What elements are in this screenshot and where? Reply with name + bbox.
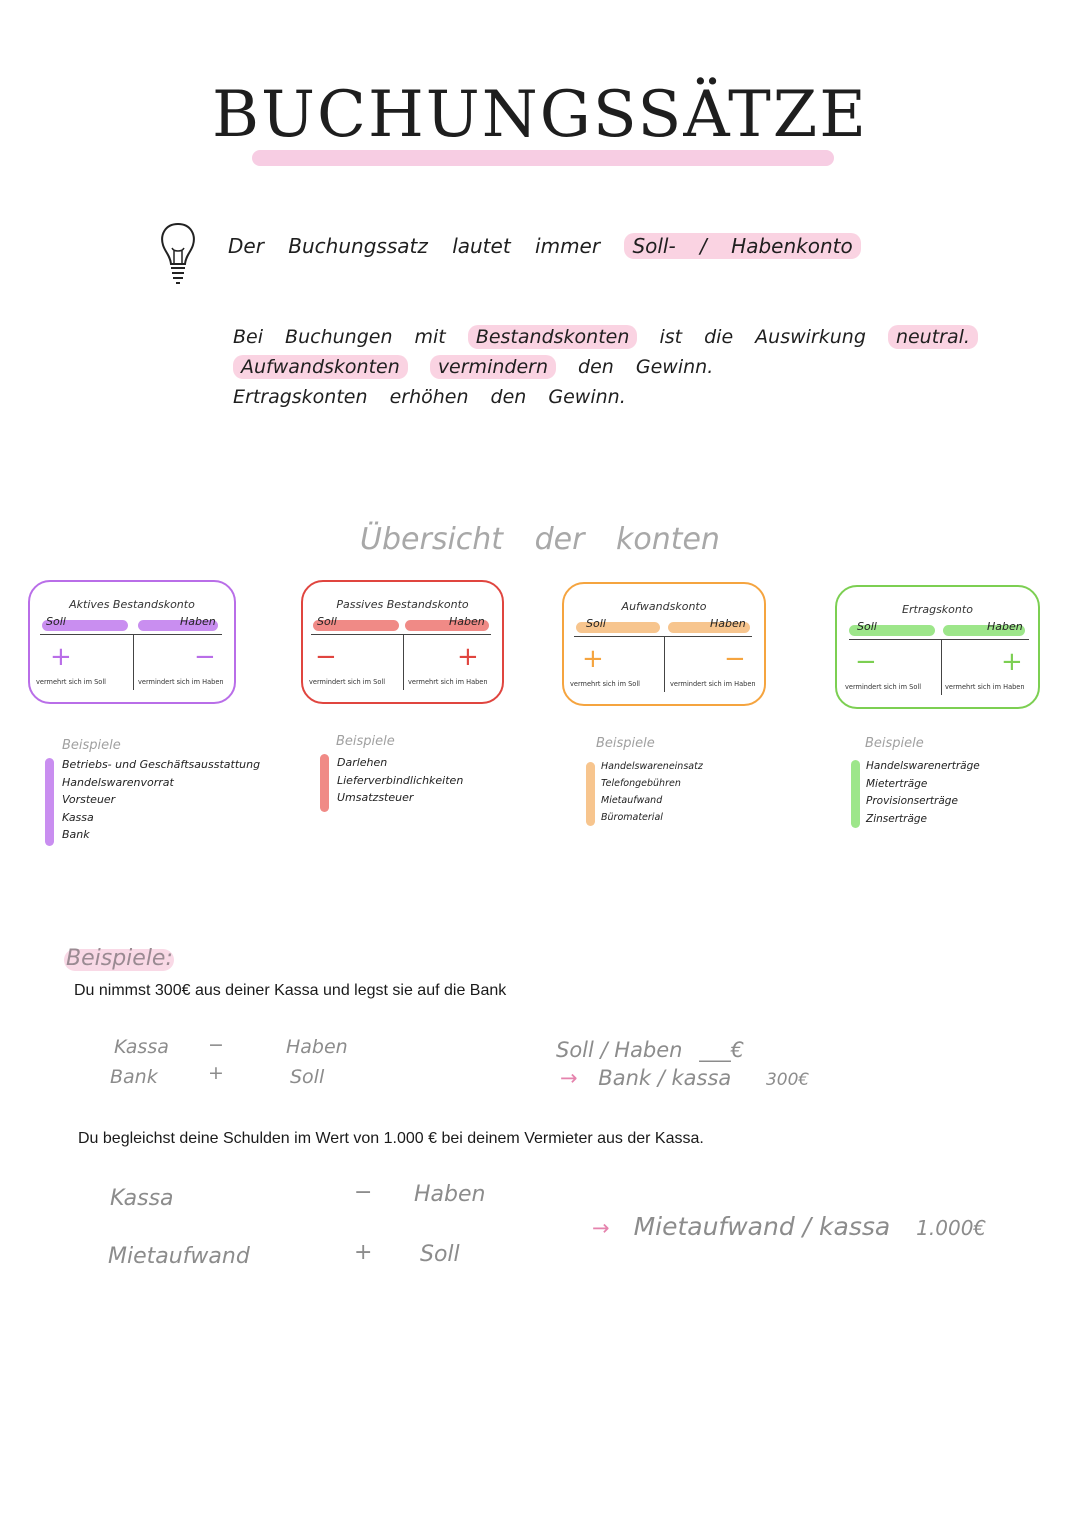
t1-header-text: Soll / Haben (556, 1038, 683, 1062)
t-account-hline (574, 636, 752, 637)
rule-line-1 (233, 326, 978, 348)
haben-label: Haben (987, 620, 1023, 633)
t2-konto-1: Kassa (110, 1186, 174, 1211)
list-item: Bank (62, 828, 90, 841)
t2-konto-2: Mietaufwand (108, 1244, 250, 1269)
rule-highlight-neutral: neutral. (888, 325, 978, 349)
examples-list-aufwand (601, 758, 703, 826)
list-item: Mietaufwand (601, 795, 663, 806)
list-item: Vorsteuer (62, 793, 116, 806)
rule-highlight-bestandskonten: Bestandskonten (468, 325, 638, 349)
t1-entry-line (560, 1066, 809, 1090)
t2-side-1: Haben (414, 1182, 486, 1207)
intro-prefix: Der Buchungssatz lautet immer (228, 234, 601, 258)
right-sign: + (1001, 647, 1023, 677)
list-item: Lieferverbindlichkeiten (337, 773, 464, 787)
rule-text: ist die Auswirkung (659, 326, 866, 348)
right-subtext: vermindert sich im Haben (670, 680, 756, 688)
right-subtext: vermindert sich im Haben (138, 678, 224, 686)
rule-text: den Gewinn. (578, 356, 714, 378)
t1-sign-2: + (208, 1062, 224, 1084)
examples-heading: Beispiele (62, 738, 121, 753)
list-item: Zinserträge (866, 812, 928, 825)
list-item: Büromaterial (601, 812, 663, 823)
list-item: Mieterträge (866, 777, 928, 790)
haben-label: Haben (710, 617, 746, 630)
left-subtext: vermindert sich im Soll (845, 683, 922, 691)
t-account-vline (941, 639, 942, 695)
haben-label: Haben (449, 615, 485, 628)
t1-entry: Bank / kassa (598, 1066, 732, 1090)
soll-label: Soll (857, 620, 877, 633)
list-item: Handelswareneinsatz (601, 761, 703, 772)
rule-line-3 (233, 386, 626, 408)
arrow-icon: → (560, 1066, 578, 1090)
rule-text: Ertragskonten erhöhen den Gewinn. (233, 386, 626, 408)
account-card-aktives-bestandskonto (28, 580, 236, 704)
list-item: Telefongebühren (601, 778, 681, 789)
overview-heading: Übersicht der konten (360, 522, 720, 557)
t1-konto-2: Bank (110, 1066, 158, 1088)
t1-konto-1: Kassa (114, 1036, 169, 1058)
left-subtext: vermindert sich im Soll (309, 678, 386, 686)
right-sign: + (457, 642, 479, 672)
examples-list-passiv (337, 754, 463, 807)
list-item: Umsatzsteuer (337, 791, 414, 804)
account-card-ertragskonto (835, 585, 1040, 709)
rule-line-2 (233, 356, 713, 378)
arrow-icon: → (592, 1216, 610, 1240)
soll-label: Soll (586, 617, 606, 630)
t-account-hline (849, 639, 1029, 640)
t1-header-amount: ___€ (699, 1038, 745, 1062)
examples-color-bar (320, 754, 329, 812)
examples-color-bar (851, 760, 860, 828)
t2-entry-line (592, 1212, 986, 1241)
examples-heading: Beispiele (596, 736, 655, 751)
examples-color-bar (586, 762, 595, 826)
intro-highlight: Soll- / Habenkonto (624, 233, 860, 259)
card-title: Aktives Bestandskonto (69, 598, 195, 611)
rule-highlight-vermindern: vermindern (430, 355, 556, 379)
right-subtext: vermehrt sich im Haben (945, 683, 1025, 691)
t2-amount: 1.000€ (916, 1216, 987, 1240)
t-account-vline (664, 636, 665, 692)
t2-side-2: Soll (420, 1242, 460, 1267)
left-sign: − (855, 647, 877, 677)
t1-header (556, 1038, 744, 1062)
t-account-vline (133, 634, 134, 690)
card-title: Aufwandskonto (621, 600, 707, 613)
rule-highlight-aufwandskonten: Aufwandskonten (233, 355, 408, 379)
list-item: Darlehen (337, 756, 388, 769)
list-item: Handelswarenerträge (866, 760, 980, 772)
title-underline (252, 150, 834, 166)
rule-text: Bei Buchungen mit (233, 326, 446, 348)
list-item: Betriebs- und Geschäftsausstattung (62, 758, 261, 771)
soll-label: Soll (46, 615, 66, 628)
examples-color-bar (45, 758, 54, 846)
list-item: Handelswarenvorrat (62, 775, 174, 789)
examples-list-aktiv (62, 756, 260, 844)
left-subtext: vermehrt sich im Soll (36, 678, 107, 686)
t2-sign-1: − (354, 1180, 373, 1205)
task-2: Du begleichst deine Schulden im Wert von 1.000 € bei deinem Vermieter aus der Kassa. (78, 1130, 704, 1147)
right-sign: − (194, 642, 216, 672)
haben-label: Haben (180, 615, 216, 628)
t-account-vline (403, 634, 404, 690)
t-account-hline (40, 634, 222, 635)
examples-heading: Beispiele (336, 734, 395, 749)
t1-amount: 300€ (765, 1070, 810, 1090)
account-card-aufwandskonto (562, 582, 766, 706)
soll-label: Soll (317, 615, 337, 628)
t1-side-2: Soll (290, 1066, 325, 1088)
t2-entry: Mietaufwand / kassa (633, 1212, 891, 1241)
left-subtext: vermehrt sich im Soll (570, 680, 641, 688)
page-title: BUCHUNGSSÄTZE (212, 78, 868, 152)
examples-heading: Beispiele (865, 736, 924, 751)
list-item: Kassa (62, 810, 94, 824)
examples-list-ertrag (866, 758, 980, 828)
lightbulb-icon (156, 220, 200, 286)
t1-sign-1: − (208, 1034, 224, 1056)
right-sign: − (724, 644, 746, 674)
examples-section-heading: Beispiele: (66, 946, 173, 971)
card-title: Ertragskonto (902, 603, 973, 616)
right-subtext: vermehrt sich im Haben (408, 678, 488, 686)
task-1: Du nimmst 300€ aus deiner Kassa und legst sie auf die Bank (74, 982, 507, 999)
left-sign: + (50, 642, 72, 672)
intro-line (228, 234, 861, 258)
left-sign: + (582, 644, 604, 674)
list-item: Provisionserträge (866, 795, 958, 807)
t2-sign-2: + (354, 1240, 373, 1265)
account-card-passives-bestandskonto (301, 580, 504, 704)
t-account-hline (311, 634, 491, 635)
left-sign: − (315, 642, 337, 672)
card-title: Passives Bestandskonto (336, 598, 469, 611)
t1-side-1: Haben (286, 1036, 348, 1058)
